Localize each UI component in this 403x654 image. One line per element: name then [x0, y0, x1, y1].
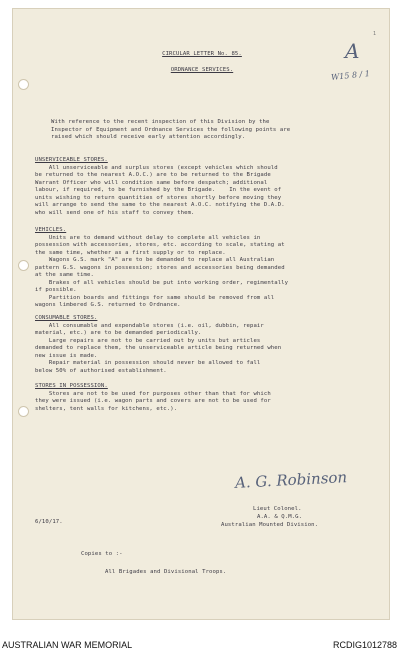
section-line: demanded to replace them, the unserviceable article being returned when	[35, 345, 282, 351]
section-line: Partition boards and fittings for same should be removed from all	[35, 294, 275, 301]
section-line: they were issued (i.e. wagon parts and covers are not to be used for	[35, 398, 271, 404]
section-line: Wagons G.S. mark "A" are to be demanded to replace all Australian	[35, 257, 275, 263]
section-line: Brakes of all vehicles should be put into working order, regimentally	[35, 279, 289, 286]
section-line: the same time, whether as a first supply or to replace.	[35, 249, 226, 256]
section-heading: UNSERVICEABLE STORES.	[35, 157, 108, 163]
page-mark: 1	[373, 31, 377, 37]
section-line: at the same time.	[35, 272, 94, 278]
section-heading: STORES IN POSSESSION.	[35, 383, 108, 389]
section-line: wagons limbered G.S. returned to Ordnance.	[35, 302, 181, 308]
section-line: below 50% of authorised establishment.	[35, 367, 167, 374]
section-line: if possible.	[35, 287, 77, 293]
section-line: All consumable and expendable stores (i.e. oil, dubbin, repair	[35, 322, 264, 329]
section-heading: VEHICLES.	[35, 227, 67, 233]
section-line: Warrant Officer who will condition same before despatch; additional	[35, 179, 268, 186]
section-line: will arrange to send the same to the nearest A.O.C. notifying the D.A.D.	[35, 202, 285, 208]
punch-hole	[18, 406, 29, 417]
section-line: Large repairs are not to be carried out by units but articles	[35, 337, 261, 344]
section-heading: CONSUMABLE STORES.	[35, 315, 98, 321]
copies-to-label: Copies to :-	[81, 551, 123, 557]
signatory-staff: A.A. & Q.M.G.	[257, 514, 303, 520]
document-date: 6/10/17.	[35, 519, 63, 525]
section-line: be returned to the nearest A.O.C.) are to be returned to the Brigade	[35, 172, 271, 178]
intro-line: raised which should receive early attention accordingly.	[51, 134, 246, 140]
archive-footer	[0, 640, 403, 654]
signatory-rank: Lieut Colonel.	[253, 506, 302, 512]
section-line: labour, if required, to be furnished by the Brigade. In the event of	[35, 187, 282, 193]
section-line: units wishing to return quantities of stores shortly before moving they	[35, 194, 282, 201]
punch-hole	[18, 260, 29, 271]
section-line: pattern G.S. wagons in possession; stores and accessories being demanded	[35, 264, 285, 271]
document-title: CIRCULAR LETTER No. 85.	[162, 51, 242, 57]
intro-line: Inspector of Equipment and Ordnance Services the following points are	[51, 126, 291, 133]
section-line: All unserviceable and surplus stores (except vehicles which should	[35, 164, 278, 171]
section-line: material, etc.) are to be demanded periodically.	[35, 330, 202, 336]
section-line: Repair material in possession should never be allowed to fall	[35, 360, 261, 366]
section-line: who will send one of his staff to convey them.	[35, 209, 195, 216]
handwritten-reference: W15 8 / 1	[330, 68, 371, 83]
section-line: Units are to demand without delay to complete all vehicles in	[35, 234, 261, 241]
intro-line: With reference to the recent inspection of this Division by the	[51, 119, 270, 125]
handwritten-annotation-a: A	[345, 39, 360, 63]
footer-record-id: RCDIG1012788	[332, 640, 397, 650]
document-sheet	[12, 8, 390, 620]
signature: A. G. Robinson	[234, 468, 348, 492]
distribution-list: All Brigades and Divisional Troops.	[105, 569, 227, 575]
section-line: new issue is made.	[35, 352, 98, 359]
section-line: Stores are not to be used for purposes other than that for which	[35, 390, 271, 397]
document-subtitle: ORDNANCE SERVICES.	[170, 67, 234, 73]
footer-institution: AUSTRALIAN WAR MEMORIAL	[2, 640, 133, 650]
punch-hole	[18, 79, 29, 90]
section-line: shelters, tent walls for kitchens, etc.).	[35, 405, 178, 412]
section-line: possession with accessories, stores, etc. according to scale, stating at	[35, 242, 285, 248]
signatory-formation: Australian Mounted Division.	[221, 522, 319, 528]
